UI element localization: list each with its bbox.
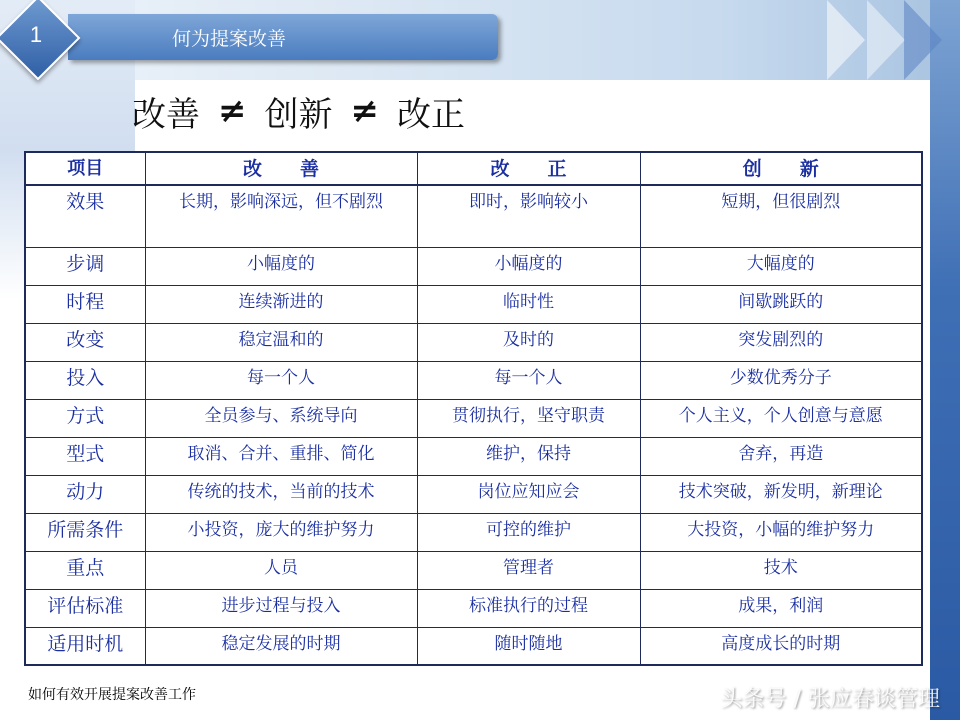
table-cell: 大投资，小幅的维护努力 [640, 513, 922, 551]
table-cell: 每一个人 [145, 361, 417, 399]
table-cell: 高度成长的时期 [640, 627, 922, 665]
slide-title: 何为提案改善 [172, 28, 287, 50]
table-cell: 间歇跳跃的 [640, 285, 922, 323]
table-header-row [25, 152, 922, 185]
table-cell: 小幅度的 [145, 247, 417, 285]
table-row [25, 475, 922, 513]
header-innovation: 创 新 [640, 152, 922, 185]
table-row [25, 185, 922, 247]
table-cell: 管理者 [417, 551, 640, 589]
table-cell: 人员 [145, 551, 417, 589]
row-label: 步调 [25, 247, 145, 285]
table-row [25, 399, 922, 437]
comparison-heading [132, 86, 465, 136]
table-cell: 技术 [640, 551, 922, 589]
chevron-decor-3 [904, 0, 942, 80]
table-cell: 进步过程与投入 [145, 589, 417, 627]
table-cell: 成果，利润 [640, 589, 922, 627]
table-cell: 长期，影响深远，但不剧烈 [145, 185, 417, 247]
header-improvement: 改 善 [145, 152, 417, 185]
table-row [25, 285, 922, 323]
heading-term-correction: 改正 [397, 94, 465, 135]
table-row [25, 589, 922, 627]
heading-term-improvement: 改善 [132, 94, 200, 135]
row-label: 效果 [25, 185, 145, 247]
table-cell: 小幅度的 [417, 247, 640, 285]
table-row [25, 437, 922, 475]
table-cell: 突发剧烈的 [640, 323, 922, 361]
table-cell: 取消、合并、重排、简化 [145, 437, 417, 475]
table-cell: 小投资，庞大的维护努力 [145, 513, 417, 551]
not-equal-icon: ≠ [350, 91, 379, 131]
table-row [25, 323, 922, 361]
table-cell: 可控的维护 [417, 513, 640, 551]
table-cell: 岗位应知应会 [417, 475, 640, 513]
row-label: 重点 [25, 551, 145, 589]
table-row [25, 513, 922, 551]
table-cell: 稳定发展的时期 [145, 627, 417, 665]
not-equal-icon: ≠ [218, 91, 247, 131]
row-label: 适用时机 [25, 627, 145, 665]
table-cell: 个人主义，个人创意与意愿 [640, 399, 922, 437]
table-cell: 连续渐进的 [145, 285, 417, 323]
row-label: 投入 [25, 361, 145, 399]
table-cell: 标准执行的过程 [417, 589, 640, 627]
table-row [25, 361, 922, 399]
row-label: 动力 [25, 475, 145, 513]
table-cell: 稳定温和的 [145, 323, 417, 361]
table-cell: 传统的技术，当前的技术 [145, 475, 417, 513]
table-cell: 少数优秀分子 [640, 361, 922, 399]
comparison-table [24, 151, 923, 666]
header-item: 项目 [25, 152, 145, 185]
header-correction: 改 正 [417, 152, 640, 185]
table-cell: 短期，但很剧烈 [640, 185, 922, 247]
chevron-decor-2 [867, 0, 905, 80]
right-background-band [930, 0, 960, 720]
table-cell: 全员参与、系统导向 [145, 399, 417, 437]
table-cell: 舍弃，再造 [640, 437, 922, 475]
row-label: 方式 [25, 399, 145, 437]
table-row [25, 551, 922, 589]
table-cell: 贯彻执行，坚守职责 [417, 399, 640, 437]
table-cell: 大幅度的 [640, 247, 922, 285]
table-row [25, 627, 922, 665]
table-cell: 即时，影响较小 [417, 185, 640, 247]
footer-caption: 如何有效开展提案改善工作 [28, 687, 196, 703]
chevron-decor-1 [827, 0, 865, 80]
table-cell: 每一个人 [417, 361, 640, 399]
table-cell: 及时的 [417, 323, 640, 361]
table-cell: 临时性 [417, 285, 640, 323]
row-label: 型式 [25, 437, 145, 475]
row-label: 所需条件 [25, 513, 145, 551]
row-label: 时程 [25, 285, 145, 323]
row-label: 评估标准 [25, 589, 145, 627]
row-label: 改变 [25, 323, 145, 361]
table-row [25, 247, 922, 285]
slide-number: 1 [29, 22, 43, 47]
table-cell: 随时随地 [417, 627, 640, 665]
table-cell: 维护，保持 [417, 437, 640, 475]
watermark: 头条号 / 张应春谈管理 [720, 687, 940, 712]
heading-term-innovation: 创新 [264, 94, 333, 135]
table-cell: 技术突破，新发明，新理论 [640, 475, 922, 513]
